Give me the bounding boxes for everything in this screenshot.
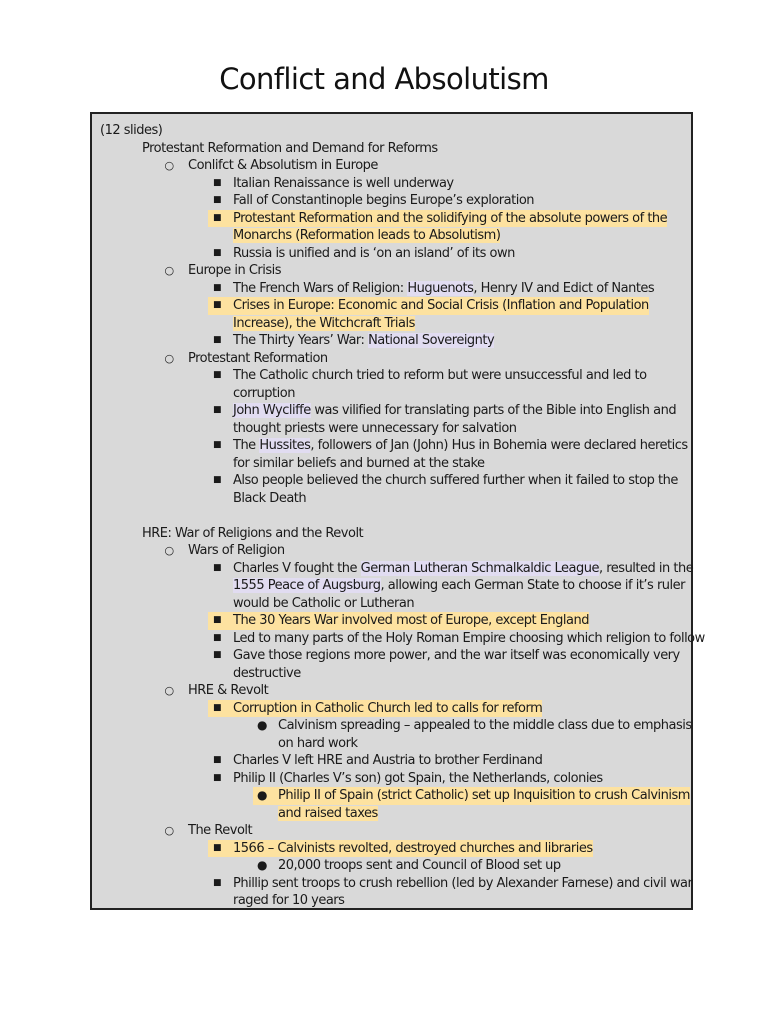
text-run: was vilified for translating parts of the Bible into English and [310,403,677,418]
highlighted-text: Crises in Europe: Economic and Social Crisis (Inflation and Population [233,298,649,313]
outline-line [92,402,692,420]
outline-text [278,787,690,805]
outline-line [92,227,692,245]
outline-text [233,455,485,473]
outline-text [142,525,363,543]
outline-line [92,770,692,788]
outline-text [233,875,692,893]
text-run: HRE: War of Religions and the Revolt [142,525,364,541]
outline-text [188,822,252,840]
outline-text [233,577,685,595]
outline-line [92,630,705,648]
outline-line [92,455,692,473]
text-run: destructive [233,665,301,681]
outline-line [92,805,692,823]
square-bullet-icon: ■ [212,755,221,765]
text-run: (12 slides) [100,123,163,138]
square-bullet-icon: ■ [212,370,221,380]
hollow-circle-bullet-icon: ○ [164,159,174,172]
outline-line [92,350,692,368]
outline-text [233,192,534,210]
outline-line [92,157,692,175]
text-run: The Catholic church tried to reform but were unsuccessful and led to [233,368,647,383]
outline-line [92,315,692,333]
outline-line [92,420,692,438]
outline-line [92,525,692,543]
text-run: The Thirty Years’ War: [233,333,369,348]
outline-text [233,367,647,385]
outline-line [92,262,692,280]
square-bullet-icon: ■ [212,300,221,310]
outline-line [92,892,692,910]
square-bullet-icon: ■ [212,615,221,625]
text-run: HRE & Revolt [188,683,269,698]
outline-text [188,262,281,280]
square-bullet-icon: ■ [212,772,221,783]
outline-line [92,210,692,228]
square-bullet-icon: ■ [212,177,221,188]
outline-text [233,297,649,315]
outline-line [92,297,692,315]
outline-text [188,157,378,175]
square-bullet-icon: ■ [212,842,221,853]
outline-text [233,665,301,683]
square-bullet-icon: ■ [212,562,221,573]
text-run: Protestant Reformation [188,350,328,366]
highlighted-text: The 30 Years War involved most of Europe, except England [233,613,589,628]
outline-text [233,227,500,245]
outline-text [100,122,162,140]
text-run: Protestant Reformation and Demand for Reforms [142,140,438,156]
highlighted-text: 1555 Peace of Augsburg [233,578,381,593]
outline-text [233,700,542,718]
outline-line [92,560,692,578]
text-run: The French Wars of Religion: [233,280,408,296]
text-run: The Revolt [188,823,253,838]
text-run: Conlifct & Absolutism in Europe [188,158,378,173]
outline-text [233,612,589,630]
text-run: would be Catholic or Lutheran [233,595,415,611]
outline-line [92,787,692,805]
text-run: Wars of Religion [188,543,285,558]
text-run: raged for 10 years [233,893,345,908]
square-bullet-icon: ■ [212,650,221,660]
outline-line [92,700,692,718]
text-run: , allowing each German State to choose if it’s ruler [380,578,685,593]
square-bullet-icon: ■ [212,702,221,713]
text-run: , resulted in the [598,560,694,576]
square-bullet-icon: ■ [212,405,221,415]
filled-circle-bullet-icon: ● [257,858,267,872]
square-bullet-icon: ■ [212,877,221,888]
outline-line [92,577,692,595]
square-bullet-icon: ■ [212,632,221,643]
outline-text [278,805,378,823]
square-bullet-icon: ■ [212,440,221,450]
text-run: Black Death [233,490,307,506]
outline-line [92,735,692,753]
highlighted-text: and raised taxes [278,805,378,821]
text-run: , Henry IV and Edict of Nantes [473,280,655,296]
outline-text [233,245,515,263]
text-run: corruption [233,385,295,401]
text-run: Also people believed the church suffered further when it failed to stop the [233,473,678,488]
outline-line [92,192,692,210]
text-run: Europe in Crisis [188,263,282,278]
outline-text [278,735,358,753]
outline-text [188,542,285,560]
outline-text [233,630,705,648]
outline-line [92,175,692,193]
text-run: thought priests were unnecessary for salvation [233,420,517,436]
highlighted-text: National Sovereignty [368,333,495,348]
text-run: Philip II (Charles V’s son) got Spain, the Netherlands, colonies [233,770,603,786]
square-bullet-icon: ■ [212,247,221,258]
text-run: Phillip sent troops to crush rebellion (led by Alexander Farnese) and civil war [233,875,693,891]
text-run: Italian Renaissance is well underway [233,175,454,191]
outline-line [92,437,692,455]
outline-text [233,437,688,455]
outline-text [278,717,692,735]
text-run: Gave those regions more power, and the war itself was economically very [233,648,680,663]
highlighted-text: John Wycliffe [233,403,311,418]
outline-line [92,682,692,700]
highlighted-text: 1566 – Calvinists revolted, destroyed churches and libraries [233,840,593,856]
outline-line [92,507,692,525]
outline-line [92,752,692,770]
outline-text [233,840,593,858]
outline-line [92,875,692,893]
outline-text [233,280,654,298]
outline-line [92,385,692,403]
square-bullet-icon: ■ [212,212,221,223]
outline-text [233,175,454,193]
highlighted-text: Monarchs (Reformation leads to Absolutism) [233,228,501,243]
hollow-circle-bullet-icon: ○ [164,684,174,697]
outline-text [233,770,603,788]
text-run: Russia is unified and is ‘on an island’ of its own [233,245,515,261]
text-run: Charles V fought the [233,560,361,576]
outline-text [233,595,414,613]
text-run: for similar beliefs and burned at the stake [233,455,485,471]
text-run: Charles V left HRE and Austria to brother Ferdinand [233,753,543,768]
highlighted-text: Increase), the Witchcraft Trials [233,315,415,331]
outline-text [188,350,328,368]
hollow-circle-bullet-icon: ○ [164,264,174,277]
text-run: 20,000 troops sent and Council of Blood set up [278,858,561,873]
outline-line [92,717,692,735]
hollow-circle-bullet-icon: ○ [164,544,174,557]
outline-line [92,840,692,858]
outline-text [233,647,680,665]
outline-text [233,472,678,490]
square-bullet-icon: ■ [212,282,221,293]
outline-line [92,647,692,665]
square-bullet-icon: ■ [212,475,221,485]
hollow-circle-bullet-icon: ○ [164,824,174,837]
filled-circle-bullet-icon: ● [257,718,267,732]
outline-line [92,822,692,840]
outline-text [278,857,561,875]
outline-line [92,245,692,263]
outline-text [233,402,676,420]
square-bullet-icon: ■ [212,195,221,205]
outline-line [92,472,692,490]
outline-line [92,595,692,613]
highlighted-text: Protestant Reformation and the solidifying of the absolute powers of the [233,210,668,226]
outline-text [233,385,295,403]
text-run: The [233,438,260,453]
outline-text [233,892,344,910]
text-run: , followers of Jan (John) Hus in Bohemia were declared heretics [310,438,688,453]
outline-text [233,332,494,350]
outline-line [92,612,692,630]
outline-text [233,210,667,228]
hollow-circle-bullet-icon: ○ [164,351,174,365]
text-run: Calvinism spreading – appealed to the middle class due to emphasis [278,718,692,733]
document-title: Conflict and Absolutism [219,62,549,96]
highlighted-text: Philip II of Spain (strict Catholic) set up Inquisition to crush Calvinism [278,788,690,803]
notes-box [90,112,705,910]
filled-circle-bullet-icon: ● [257,788,267,802]
outline-line [92,122,692,140]
outline-text [233,560,693,578]
outline-line [92,542,692,560]
outline-line [92,140,692,158]
text-run: on hard work [278,735,358,751]
outline-line [92,857,692,875]
outline-line [92,665,692,683]
outline-text [142,140,438,158]
outline-text [233,420,517,438]
highlighted-text: Hussites [259,438,311,453]
highlighted-text: German Lutheran Schmalkaldic League [360,560,599,576]
outline-line [92,280,692,298]
outline-text [233,752,542,770]
square-bullet-icon: ■ [212,335,221,345]
outline-line [92,332,692,350]
outline-line [92,367,692,385]
outline-text [233,490,306,508]
text-run: Led to many parts of the Holy Roman Empire choosing which religion to follow [233,630,705,646]
highlighted-text: Corruption in Catholic Church led to calls for reform [233,700,543,716]
outline-text [188,682,268,700]
outline-line [92,490,692,508]
text-run: Fall of Constantinople begins Europe’s exploration [233,193,535,208]
outline-text [233,315,415,333]
highlighted-text: Huguenots [407,280,474,296]
